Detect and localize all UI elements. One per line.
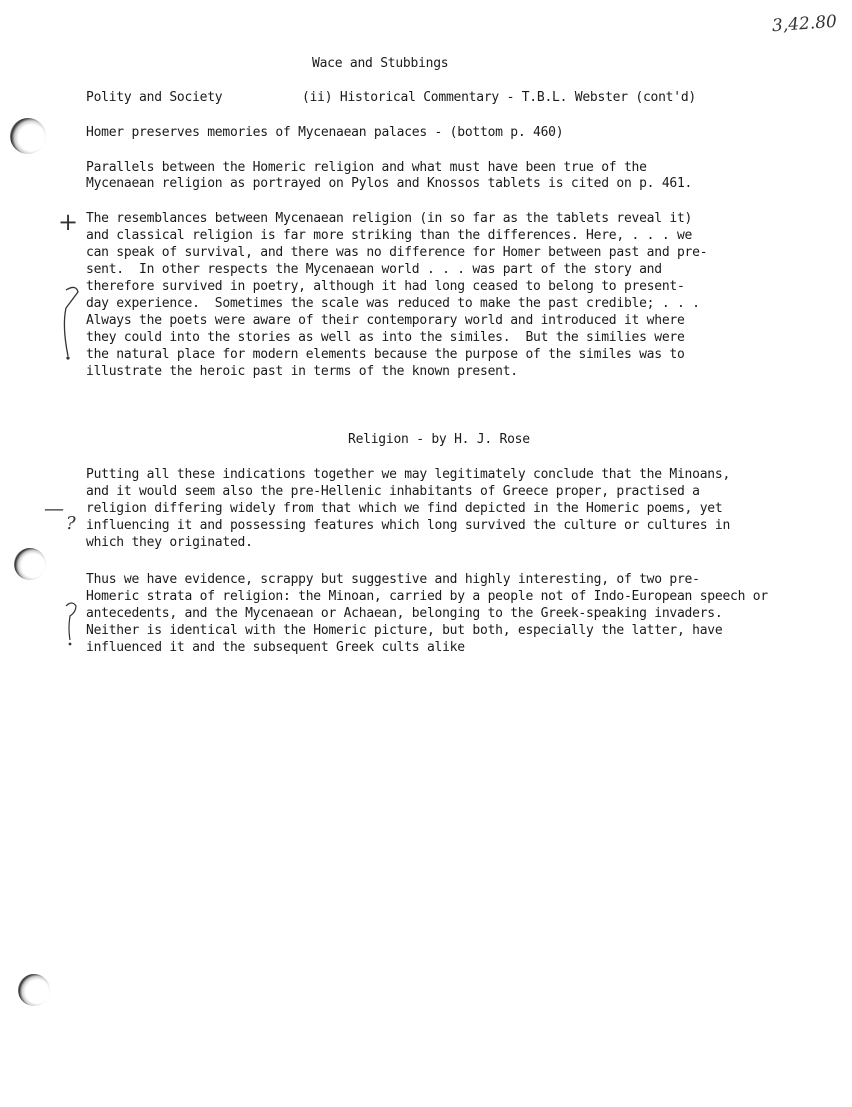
margin-bracket-mark xyxy=(58,282,84,362)
text-line: Homeric strata of religion: the Minoan, carried by a people not of Indo-European speech or xyxy=(86,589,768,604)
text-line: Parallels between the Homeric religion and what must have been true of the xyxy=(86,160,647,175)
text-line: therefore survived in poetry, although it had long ceased to belong to present- xyxy=(86,279,685,294)
punch-hole-middle xyxy=(14,548,46,580)
text-line: and classical religion is far more striking than the differences. Here, . . . we xyxy=(86,228,693,243)
text-line: The resemblances between Mycenaean religion (in so far as the tablets reveal it) xyxy=(86,211,693,226)
text-line: Thus we have evidence, scrappy but suggestive and highly interesting, of two pre- xyxy=(86,572,700,587)
margin-question-mark: ? xyxy=(66,513,76,534)
text-line: day experience. Sometimes the scale was reduced to make the past credible; . . . xyxy=(86,296,700,311)
religion-heading: Religion - by H. J. Rose xyxy=(348,432,530,447)
commentary-label: (ii) Historical Commentary - T.B.L. Webster (cont'd) xyxy=(302,90,696,105)
margin-plus-mark: + xyxy=(58,208,79,236)
text-line: Mycenaean religion as portrayed on Pylos and Knossos tablets is cited on p. 461. xyxy=(86,176,693,191)
margin-dash-mark: — xyxy=(44,496,64,520)
text-line: can speak of survival, and there was no difference for Homer between past and pre- xyxy=(86,245,708,260)
text-line: Putting all these indications together we may legitimately conclude that the Minoans, xyxy=(86,467,731,482)
handwritten-reference-number: 3,42.80 xyxy=(771,11,838,37)
text-line: antecedents, and the Mycenaean or Achaean, belonging to the Greek-speaking invaders. xyxy=(86,606,723,621)
text-line: religion differing widely from that which we find depicted in the Homeric poems, yet xyxy=(86,501,723,516)
document-title: Wace and Stubbings xyxy=(312,56,449,71)
section-label: Polity and Society xyxy=(86,90,223,105)
text-line: they could into the stories as well as into the similes. But the similies were xyxy=(86,330,685,345)
text-line: illustrate the heroic past in terms of the known present. xyxy=(86,364,518,379)
text-line: which they originated. xyxy=(86,535,253,550)
punch-hole-bottom xyxy=(18,974,50,1006)
text-line: Neither is identical with the Homeric picture, but both, especially the latter, have xyxy=(86,623,723,638)
text-line: influencing it and possessing features which long survived the culture or cultures in xyxy=(86,518,731,533)
text-line: Always the poets were aware of their contemporary world and introduced it where xyxy=(86,313,685,328)
text-line: and it would seem also the pre-Hellenic inhabitants of Greece proper, practised a xyxy=(86,484,700,499)
margin-question-bracket-mark xyxy=(62,600,82,648)
text-line: influenced it and the subsequent Greek cults alike xyxy=(86,640,465,655)
text-line: sent. In other respects the Mycenaean world . . . was part of the story and xyxy=(86,262,662,277)
punch-hole-top xyxy=(10,118,46,154)
text-line: the natural place for modern elements because the purpose of the similes was to xyxy=(86,347,685,362)
paragraph-palaces: Homer preserves memories of Mycenaean palaces - (bottom p. 460) xyxy=(86,125,564,140)
